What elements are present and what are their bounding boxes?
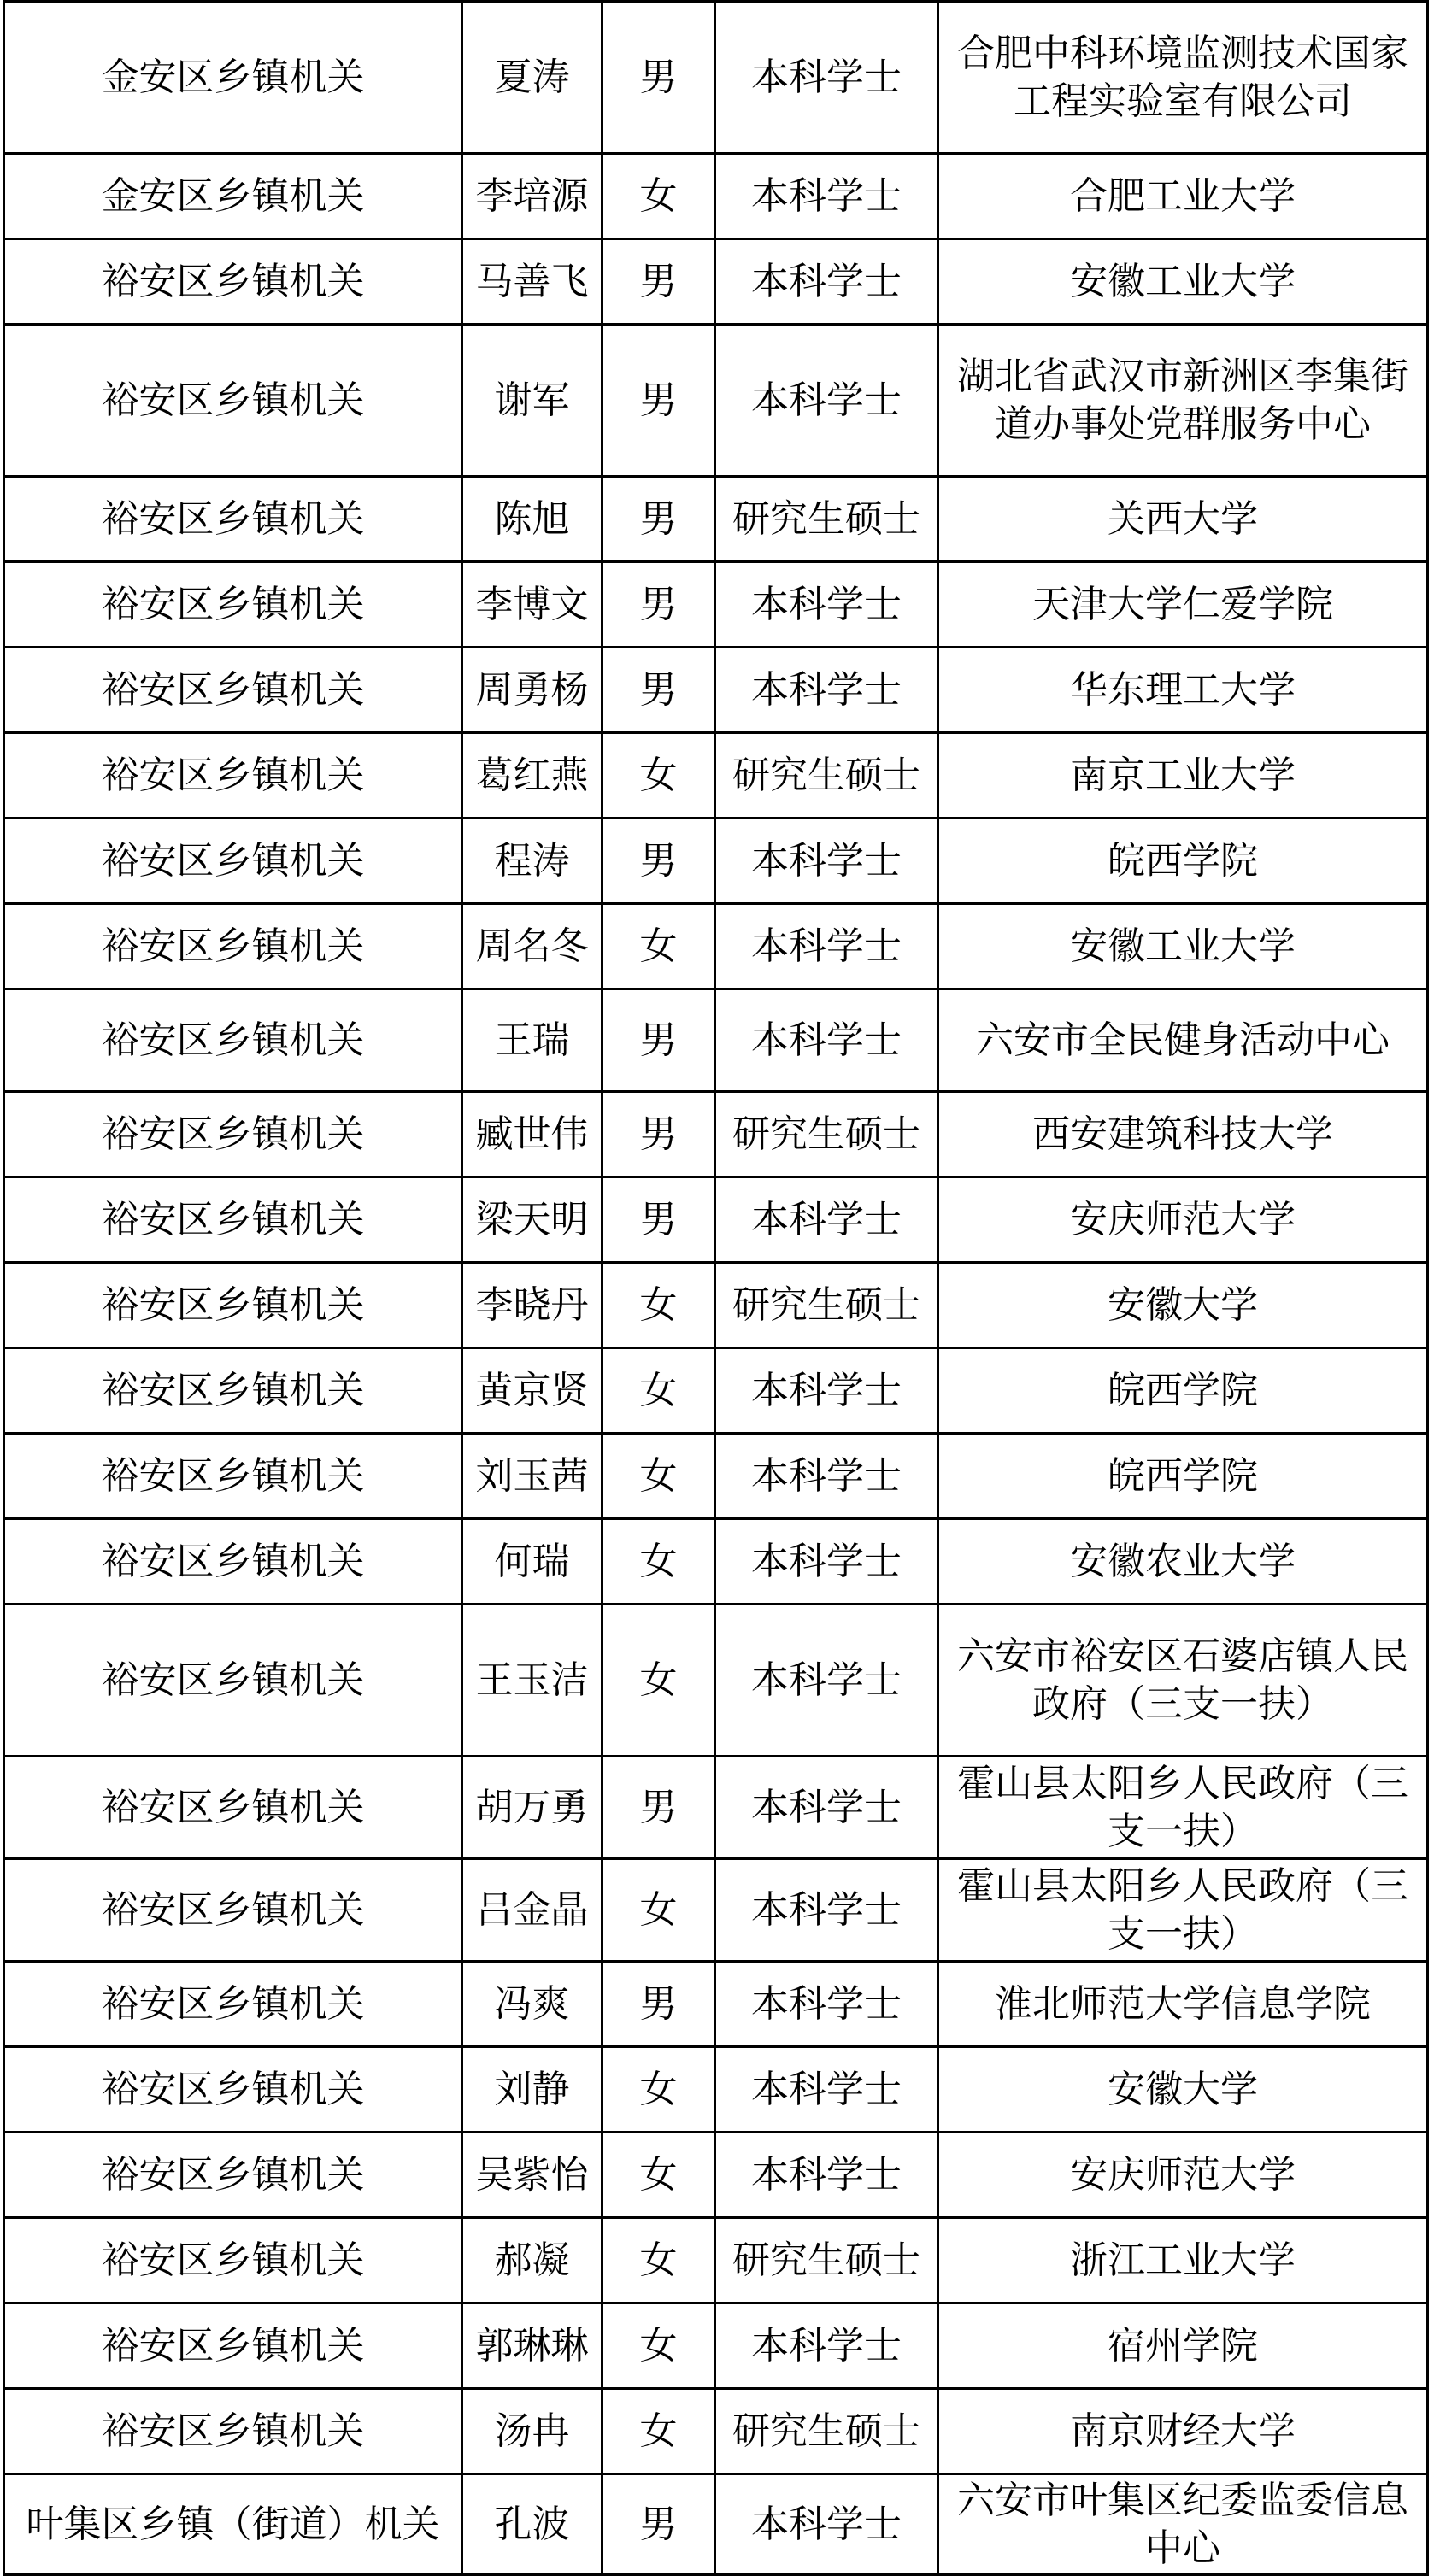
name-cell: 王瑞	[462, 989, 602, 1092]
degree-cell	[715, 989, 938, 1092]
employer-cell: 六安市全民健身活动中心	[938, 989, 1428, 1092]
table-row	[4, 1859, 1428, 1962]
table-row	[4, 562, 1428, 648]
gender-cell: 女	[602, 1348, 715, 1434]
table-row	[4, 904, 1428, 989]
name-cell: 李培源	[462, 154, 602, 239]
employer-cell: 霍山县太阳乡人民政府（三支一扶）	[938, 1757, 1428, 1859]
name-cell: 冯爽	[462, 1962, 602, 2047]
gender-cell: 男	[602, 1757, 715, 1859]
degree-cell	[715, 2047, 938, 2133]
degree-cell	[715, 2389, 938, 2474]
degree-text: 本科学士	[751, 1453, 902, 1498]
degree-text: 本科学士	[751, 582, 902, 626]
name-cell: 何瑞	[462, 1519, 602, 1605]
employer-cell: 六安市裕安区石婆店镇人民政府（三支一扶）	[938, 1605, 1428, 1757]
gender-cell: 男	[602, 2474, 715, 2575]
unit-cell: 裕安区乡镇机关	[4, 2133, 462, 2218]
gender-cell: 女	[602, 1859, 715, 1962]
table-row	[4, 2218, 1428, 2303]
unit-cell: 裕安区乡镇机关	[4, 239, 462, 325]
gender-cell: 女	[602, 1434, 715, 1519]
unit-cell: 裕安区乡镇机关	[4, 2303, 462, 2389]
degree-text: 本科学士	[751, 1197, 902, 1241]
degree-text: 本科学士	[751, 1981, 902, 2026]
unit-cell: 裕安区乡镇机关	[4, 989, 462, 1092]
table-row	[4, 2303, 1428, 2389]
degree-text: 本科学士	[751, 1368, 902, 1412]
employer-cell: 合肥工业大学	[938, 154, 1428, 239]
employer-cell: 浙江工业大学	[938, 2218, 1428, 2303]
unit-cell: 裕安区乡镇机关	[4, 1263, 462, 1348]
name-cell: 李晓丹	[462, 1263, 602, 1348]
degree-cell	[715, 819, 938, 904]
unit-cell: 裕安区乡镇机关	[4, 1348, 462, 1434]
degree-cell	[715, 1434, 938, 1519]
degree-cell	[715, 477, 938, 562]
employer-cell: 湖北省武汉市新洲区李集街道办事处党群服务中心	[938, 325, 1428, 477]
table-row	[4, 1177, 1428, 1263]
name-cell: 周名冬	[462, 904, 602, 989]
gender-cell: 男	[602, 562, 715, 648]
gender-cell: 女	[602, 1519, 715, 1605]
unit-cell: 裕安区乡镇机关	[4, 648, 462, 733]
unit-cell: 裕安区乡镇机关	[4, 1859, 462, 1962]
employer-cell: 南京工业大学	[938, 733, 1428, 819]
degree-cell	[715, 1092, 938, 1177]
unit-cell: 裕安区乡镇机关	[4, 1757, 462, 1859]
degree-text: 本科学士	[751, 924, 902, 968]
name-cell: 葛红燕	[462, 733, 602, 819]
table-row	[4, 2, 1428, 154]
table-row	[4, 1434, 1428, 1519]
table-row	[4, 2133, 1428, 2218]
degree-text: 本科学士	[751, 259, 902, 303]
name-cell: 吕金晶	[462, 1859, 602, 1962]
table-row	[4, 154, 1428, 239]
degree-cell	[715, 2303, 938, 2389]
gender-cell: 男	[602, 989, 715, 1092]
table-row	[4, 1092, 1428, 1177]
employer-cell: 安徽工业大学	[938, 239, 1428, 325]
name-cell: 王玉洁	[462, 1605, 602, 1757]
degree-text: 本科学士	[751, 1887, 902, 1932]
unit-cell: 裕安区乡镇机关	[4, 2047, 462, 2133]
degree-text: 本科学士	[751, 1785, 902, 1829]
degree-text: 本科学士	[751, 378, 902, 422]
table-row	[4, 733, 1428, 819]
employer-cell: 皖西学院	[938, 819, 1428, 904]
employer-cell: 皖西学院	[938, 1434, 1428, 1519]
gender-cell: 男	[602, 1177, 715, 1263]
name-cell: 梁天明	[462, 1177, 602, 1263]
employer-cell: 安徽大学	[938, 2047, 1428, 2133]
table-row	[4, 989, 1428, 1092]
degree-text: 本科学士	[751, 1658, 902, 1702]
gender-cell: 女	[602, 733, 715, 819]
gender-cell: 女	[602, 2218, 715, 2303]
gender-cell: 女	[602, 1605, 715, 1757]
degree-text: 本科学士	[751, 838, 902, 883]
gender-cell: 男	[602, 325, 715, 477]
gender-cell: 女	[602, 904, 715, 989]
name-cell: 谢军	[462, 325, 602, 477]
employer-cell: 关西大学	[938, 477, 1428, 562]
degree-text: 研究生硕士	[732, 753, 920, 797]
gender-cell: 男	[602, 648, 715, 733]
employer-cell: 淮北师范大学信息学院	[938, 1962, 1428, 2047]
degree-cell	[715, 2474, 938, 2575]
name-cell: 孔波	[462, 2474, 602, 2575]
gender-cell: 女	[602, 1263, 715, 1348]
table-row	[4, 2047, 1428, 2133]
unit-cell: 裕安区乡镇机关	[4, 1434, 462, 1519]
employer-cell: 安徽农业大学	[938, 1519, 1428, 1605]
gender-cell: 女	[602, 2303, 715, 2389]
name-cell: 李博文	[462, 562, 602, 648]
gender-cell: 女	[602, 2047, 715, 2133]
unit-cell: 裕安区乡镇机关	[4, 2389, 462, 2474]
degree-text: 研究生硕士	[732, 496, 920, 541]
unit-cell: 裕安区乡镇机关	[4, 325, 462, 477]
name-cell: 郝凝	[462, 2218, 602, 2303]
name-cell: 汤冉	[462, 2389, 602, 2474]
unit-cell: 裕安区乡镇机关	[4, 1092, 462, 1177]
name-cell: 马善飞	[462, 239, 602, 325]
employer-cell: 皖西学院	[938, 1348, 1428, 1434]
table-row	[4, 2474, 1428, 2575]
table-row	[4, 1263, 1428, 1348]
name-cell: 程涛	[462, 819, 602, 904]
degree-cell	[715, 904, 938, 989]
name-cell: 夏涛	[462, 2, 602, 154]
degree-text: 本科学士	[751, 1018, 902, 1062]
table-row	[4, 2389, 1428, 2474]
employer-cell: 安徽大学	[938, 1263, 1428, 1348]
degree-cell	[715, 1962, 938, 2047]
unit-cell: 裕安区乡镇机关	[4, 2218, 462, 2303]
table-row	[4, 648, 1428, 733]
unit-cell: 裕安区乡镇机关	[4, 819, 462, 904]
gender-cell: 男	[602, 819, 715, 904]
name-cell: 臧世伟	[462, 1092, 602, 1177]
degree-text: 本科学士	[751, 2323, 902, 2368]
name-cell: 刘玉茜	[462, 1434, 602, 1519]
gender-cell: 男	[602, 1962, 715, 2047]
degree-text: 本科学士	[751, 55, 902, 99]
degree-cell	[715, 733, 938, 819]
employer-cell: 霍山县太阳乡人民政府（三支一扶）	[938, 1859, 1428, 1962]
gender-cell: 男	[602, 477, 715, 562]
employer-cell: 安庆师范大学	[938, 1177, 1428, 1263]
employer-cell: 天津大学仁爱学院	[938, 562, 1428, 648]
degree-cell	[715, 1263, 938, 1348]
table-row	[4, 1348, 1428, 1434]
table-row	[4, 819, 1428, 904]
gender-cell: 女	[602, 2133, 715, 2218]
table-row	[4, 325, 1428, 477]
roster-body	[4, 2, 1428, 2575]
unit-cell: 裕安区乡镇机关	[4, 562, 462, 648]
gender-cell: 女	[602, 154, 715, 239]
degree-text: 本科学士	[751, 173, 902, 218]
table-row	[4, 1605, 1428, 1757]
degree-cell	[715, 1348, 938, 1434]
table-row	[4, 1757, 1428, 1859]
unit-cell: 裕安区乡镇机关	[4, 1177, 462, 1263]
degree-text: 研究生硕士	[732, 2409, 920, 2453]
employer-cell: 安徽工业大学	[938, 904, 1428, 989]
roster-table	[3, 0, 1429, 2576]
degree-cell	[715, 648, 938, 733]
employer-cell: 南京财经大学	[938, 2389, 1428, 2474]
degree-text: 研究生硕士	[732, 2238, 920, 2282]
degree-text: 本科学士	[751, 2502, 902, 2546]
unit-cell: 金安区乡镇机关	[4, 154, 462, 239]
degree-cell	[715, 562, 938, 648]
gender-cell: 男	[602, 1092, 715, 1177]
degree-cell	[715, 1177, 938, 1263]
gender-cell: 男	[602, 239, 715, 325]
degree-cell	[715, 1859, 938, 1962]
unit-cell: 叶集区乡镇（街道）机关	[4, 2474, 462, 2575]
name-cell: 刘静	[462, 2047, 602, 2133]
gender-cell: 男	[602, 2, 715, 154]
employer-cell: 宿州学院	[938, 2303, 1428, 2389]
degree-text: 本科学士	[751, 2067, 902, 2111]
name-cell: 黄京贤	[462, 1348, 602, 1434]
degree-cell	[715, 1757, 938, 1859]
table-row	[4, 1519, 1428, 1605]
degree-cell	[715, 2, 938, 154]
unit-cell: 金安区乡镇机关	[4, 2, 462, 154]
degree-cell	[715, 239, 938, 325]
name-cell: 胡万勇	[462, 1757, 602, 1859]
degree-cell	[715, 1519, 938, 1605]
table-row	[4, 239, 1428, 325]
degree-cell	[715, 2133, 938, 2218]
degree-text: 本科学士	[751, 1539, 902, 1583]
employer-cell: 西安建筑科技大学	[938, 1092, 1428, 1177]
employer-cell: 六安市叶集区纪委监委信息中心	[938, 2474, 1428, 2575]
unit-cell: 裕安区乡镇机关	[4, 477, 462, 562]
unit-cell: 裕安区乡镇机关	[4, 1962, 462, 2047]
gender-cell: 女	[602, 2389, 715, 2474]
degree-cell	[715, 2218, 938, 2303]
degree-cell	[715, 1605, 938, 1757]
name-cell: 周勇杨	[462, 648, 602, 733]
employer-cell: 合肥中科环境监测技术国家工程实验室有限公司	[938, 2, 1428, 154]
unit-cell: 裕安区乡镇机关	[4, 904, 462, 989]
table-row	[4, 1962, 1428, 2047]
employer-cell: 华东理工大学	[938, 648, 1428, 733]
employer-cell: 安庆师范大学	[938, 2133, 1428, 2218]
unit-cell: 裕安区乡镇机关	[4, 733, 462, 819]
name-cell: 陈旭	[462, 477, 602, 562]
table-row	[4, 477, 1428, 562]
name-cell: 吴紫怡	[462, 2133, 602, 2218]
degree-text: 本科学士	[751, 667, 902, 712]
degree-text: 研究生硕士	[732, 1282, 920, 1327]
degree-cell	[715, 154, 938, 239]
unit-cell: 裕安区乡镇机关	[4, 1519, 462, 1605]
degree-text: 本科学士	[751, 2152, 902, 2197]
unit-cell: 裕安区乡镇机关	[4, 1605, 462, 1757]
degree-text: 研究生硕士	[732, 1112, 920, 1156]
degree-cell	[715, 325, 938, 477]
name-cell: 郭琳琳	[462, 2303, 602, 2389]
